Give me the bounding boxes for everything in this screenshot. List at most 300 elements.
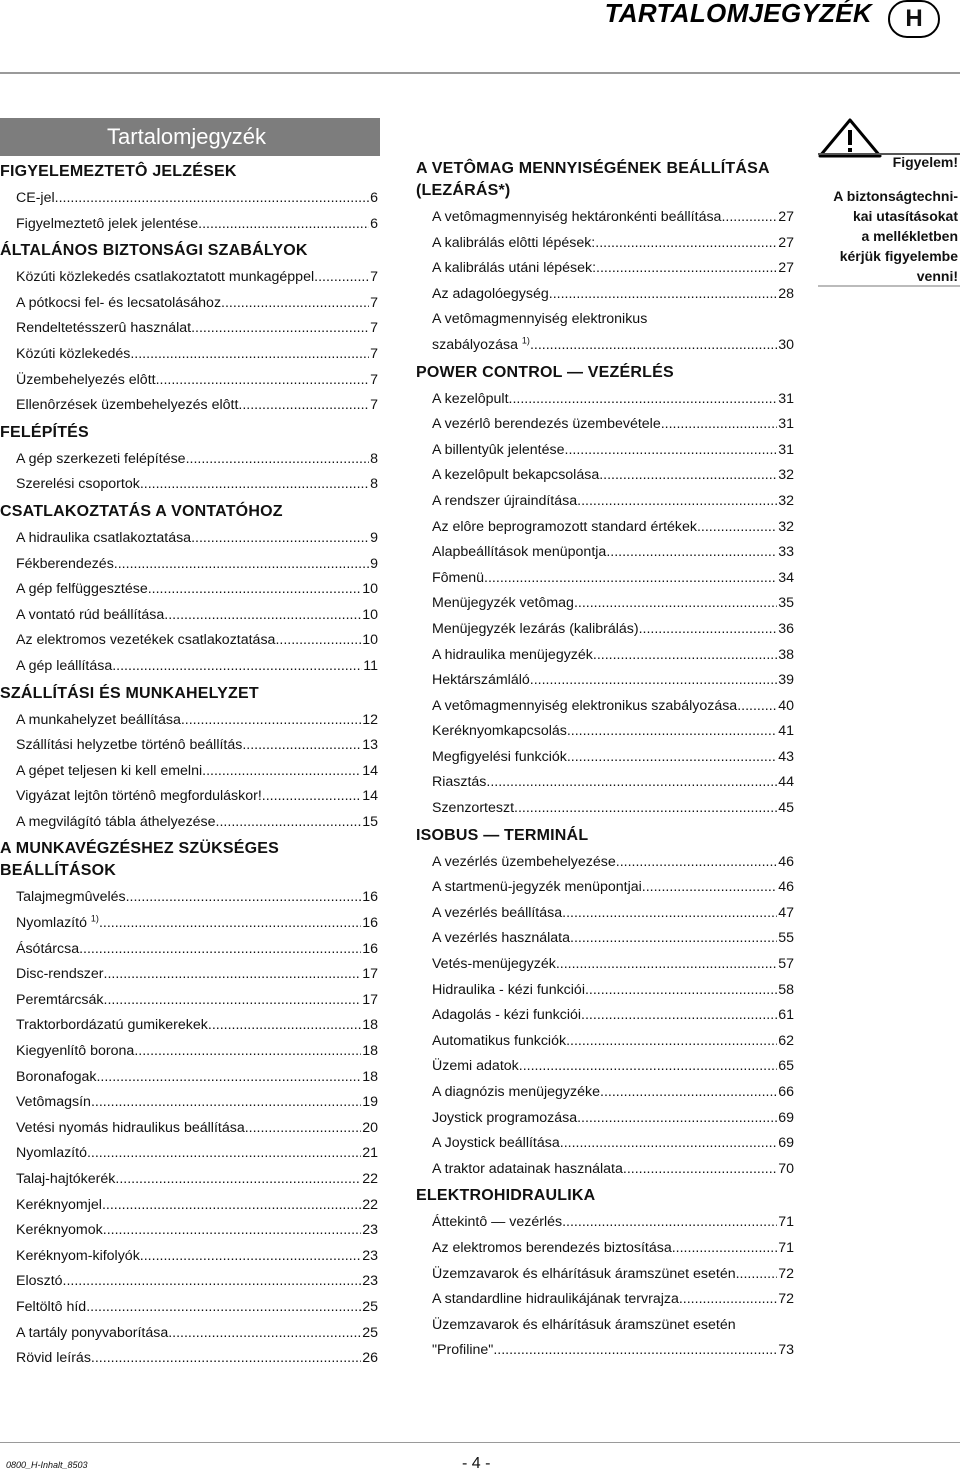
toc-entry-page: 8 [370, 450, 378, 467]
toc-entry-page: 10 [362, 632, 378, 649]
toc-entry-title: A vezérlés üzembehelyezése [432, 853, 616, 870]
toc-entry-title: A vontató rúd beállítása [16, 606, 165, 623]
toc-entry[interactable] [0, 393, 378, 419]
toc-leader-dots [679, 1287, 777, 1313]
toc-entry[interactable] [416, 1003, 794, 1029]
toc-entry[interactable] [416, 668, 794, 694]
toc-entry[interactable] [0, 316, 378, 342]
toc-leader-dots [164, 603, 361, 629]
toc-leader-dots [104, 962, 362, 988]
toc-entry-title: Az elôre beprogramozott standard értékek [432, 518, 697, 535]
toc-leader-dots [181, 708, 361, 734]
toc-entry[interactable] [416, 643, 794, 669]
toc-section-heading: CSATLAKOZTATÁS A VONTATÓHOZ [0, 502, 283, 520]
toc-entry-page: 22 [362, 1171, 378, 1187]
toc-entry[interactable] [0, 628, 378, 654]
toc-entry[interactable] [0, 1295, 378, 1321]
toc-entry-title-line: Üzemzavarok és elhárításuk áramszünet esetén [432, 1316, 736, 1333]
toc-entry-title: A munkahelyzet beállítása [16, 711, 181, 728]
toc-entry-title: A vezérlés használata [432, 930, 571, 947]
toc-leader-dots [114, 552, 369, 578]
toc-entry-page: 10 [362, 606, 378, 623]
toc-entry[interactable] [0, 1013, 378, 1039]
toc-entry-title: Megfigyelési funkciók [432, 748, 567, 765]
toc-entry[interactable] [0, 1090, 378, 1116]
toc-entry-title: A vezérlô berendezés üzembevétele [432, 416, 661, 433]
toc-leader-dots [623, 1157, 777, 1183]
toc-entry-title: A hidraulika menüjegyzék [432, 646, 593, 663]
toc-entry-page: 12 [362, 711, 378, 728]
toc-entry-page: 46 [778, 879, 794, 896]
toc-banner: Tartalomjegyzék [0, 118, 380, 156]
toc-entry-page: 31 [778, 390, 794, 407]
toc-entry-page: 41 [778, 723, 794, 740]
toc-entry-title: Közúti közlekedés csatlakoztatott munkagéppel [16, 269, 315, 286]
toc-entry[interactable] [416, 489, 794, 515]
toc-leader-dots [126, 885, 362, 911]
toc-entry-title: Ellenôrzések üzembehelyezés elôtt [16, 397, 239, 414]
toc-entry[interactable] [416, 282, 794, 308]
toc-entry[interactable] [0, 603, 378, 629]
toc-leader-dots [639, 617, 778, 643]
toc-entry-page: 70 [778, 1160, 794, 1177]
toc-entry-title: Közúti közlekedés [16, 345, 131, 362]
toc-entry[interactable] [416, 875, 794, 901]
toc-entry-page: 72 [778, 1265, 794, 1282]
toc-entry[interactable] [0, 1116, 378, 1142]
toc-leader-dots [577, 489, 777, 515]
toc-leader-dots [102, 1193, 361, 1219]
toc-entry-page: 16 [362, 889, 378, 906]
page-header-title: TARTALOMJEGYZÉK [604, 0, 872, 28]
toc-entry[interactable] [416, 1029, 794, 1055]
toc-entry-page: 58 [778, 981, 794, 998]
toc-entry[interactable] [0, 472, 378, 498]
toc-entry-page: 47 [778, 904, 794, 921]
toc-entry-title: A kezelôpult bekapcsolása [432, 467, 600, 484]
toc-entry-title: A tartály ponyvaborítása [16, 1324, 169, 1341]
toc-entry[interactable] [416, 901, 794, 927]
toc-entry-page: 25 [362, 1324, 378, 1341]
toc-entry-page: 35 [778, 595, 794, 612]
toc-entry-title: A kalibrálás elôtti lépések: [432, 234, 596, 251]
toc-entry-page: 39 [778, 672, 794, 689]
toc-entry-page: 57 [778, 956, 794, 973]
toc-leader-dots [112, 654, 362, 680]
toc-entry[interactable] [416, 540, 794, 566]
warning-text [818, 186, 958, 286]
toc-leader-dots [530, 333, 777, 359]
toc-entry[interactable] [0, 988, 378, 1014]
toc-entry[interactable] [416, 796, 794, 822]
toc-entry[interactable] [416, 412, 794, 438]
toc-entry[interactable] [0, 1039, 378, 1065]
toc-entry-page: 9 [370, 555, 378, 572]
toc-entry-page: 16 [362, 915, 378, 932]
toc-leader-dots [565, 438, 778, 464]
toc-entry-page: 69 [778, 1109, 794, 1126]
toc-entry-title: Menüjegyzék vetômag [432, 595, 574, 612]
toc-entry[interactable] [416, 1157, 794, 1183]
warning-text-line: kérjük figyelembe [839, 248, 958, 264]
toc-entry[interactable] [416, 1262, 794, 1288]
toc-leader-dots [574, 591, 777, 617]
toc-entry-title: Vetômagsín [16, 1094, 91, 1111]
toc-entry-page: 45 [778, 800, 794, 817]
toc-entry-page: 31 [778, 441, 794, 458]
toc-entry-page: 32 [778, 492, 794, 509]
toc-section-heading: FIGYELEMEZTETÔ JELZÉSEK [0, 163, 237, 180]
toc-left-column [0, 158, 378, 1372]
toc-leader-dots [721, 205, 777, 231]
toc-leader-dots [736, 1262, 778, 1288]
warning-triangle-icon [818, 118, 882, 158]
toc-entry-page: 33 [778, 544, 794, 561]
toc-entry[interactable] [0, 291, 378, 317]
toc-entry[interactable] [0, 911, 378, 937]
toc-leader-dots [567, 719, 777, 745]
toc-entry-page: 7 [370, 397, 378, 414]
toc-entry[interactable] [416, 387, 794, 413]
toc-leader-dots [198, 212, 369, 238]
toc-leader-dots [616, 850, 777, 876]
toc-leader-dots [191, 526, 369, 552]
toc-entry-title: A kalibrálás utáni lépések: [432, 260, 597, 277]
footer-divider [0, 1442, 960, 1443]
toc-entry[interactable] [0, 1269, 378, 1295]
toc-leader-dots [599, 463, 777, 489]
toc-entry-page: 62 [778, 1032, 794, 1049]
toc-entry[interactable] [0, 265, 378, 291]
toc-entry[interactable] [416, 515, 794, 541]
toc-leader-dots [115, 1167, 361, 1193]
toc-entry-title: CE-jel [16, 190, 55, 206]
toc-entry-title: Szállítási helyzetbe történô beállítás [16, 737, 243, 754]
toc-entry[interactable] [0, 447, 378, 473]
toc-leader-dots [566, 1029, 777, 1055]
toc-entry-title: Rövid leírás [16, 1350, 91, 1367]
toc-leader-dots [221, 291, 369, 317]
toc-entry[interactable] [416, 1080, 794, 1106]
toc-entry[interactable] [416, 205, 794, 231]
toc-entry-page: 6 [370, 215, 378, 232]
toc-entry[interactable] [0, 810, 378, 836]
toc-entry-page: 19 [362, 1094, 378, 1111]
toc-entry-page: 69 [778, 1135, 794, 1152]
toc-entry[interactable] [0, 1065, 378, 1091]
toc-entry-page: 23 [362, 1222, 378, 1239]
toc-entry-page: 23 [362, 1247, 378, 1264]
toc-entry-title: Disc-rendszer [16, 966, 104, 983]
toc-leader-dots [238, 393, 369, 419]
toc-entry-page: 40 [778, 697, 794, 714]
toc-leader-dots [275, 628, 361, 654]
toc-leader-dots [91, 1090, 361, 1116]
toc-entry[interactable] [0, 552, 378, 578]
toc-entry-page: 61 [778, 1007, 794, 1024]
toc-entry[interactable] [0, 1141, 378, 1167]
toc-entry[interactable] [416, 1054, 794, 1080]
toc-entry[interactable] [416, 978, 794, 1004]
toc-entry-title: A rendszer újraindítása [432, 492, 578, 509]
toc-section-heading: ELEKTROHIDRAULIKA [416, 1187, 596, 1205]
toc-leader-dots [168, 1321, 361, 1347]
toc-leader-dots [130, 342, 369, 368]
toc-entry[interactable] [0, 759, 378, 785]
toc-entry-title: Áttekintô — vezérlés [432, 1214, 563, 1231]
toc-entry-title: Fômenü [432, 569, 485, 586]
toc-entry-page: 18 [362, 1068, 378, 1085]
toc-entry-page: 55 [778, 930, 794, 947]
warning-bottom-divider [818, 285, 960, 287]
toc-entry-page: 27 [778, 209, 794, 225]
toc-leader-dots [79, 937, 361, 963]
toc-entry-title: A traktor adatainak használata [432, 1160, 623, 1177]
toc-entry-title: Figyelmeztetô jelek jelentése [16, 215, 199, 232]
toc-entry[interactable] [0, 1346, 378, 1372]
toc-leader-dots [134, 1039, 361, 1065]
toc-entry-title-line: A vetômagmennyiség elektronikus [432, 311, 648, 328]
toc-entry-page: 16 [362, 940, 378, 957]
toc-entry-page: 14 [362, 762, 378, 779]
toc-entry[interactable] [416, 307, 794, 358]
toc-leader-dots [493, 1338, 777, 1364]
toc-entry-page: 43 [778, 748, 794, 765]
toc-entry[interactable] [0, 1218, 378, 1244]
toc-leader-dots [140, 472, 369, 498]
toc-leader-dots [562, 901, 777, 927]
toc-entry-title: Menüjegyzék lezárás (kalibrálás) [432, 620, 639, 637]
toc-entry-title: "Profiline" [432, 1342, 494, 1359]
toc-entry-page: 18 [362, 1017, 378, 1034]
toc-entry[interactable] [416, 926, 794, 952]
toc-leader-dots [567, 745, 777, 771]
toc-entry[interactable] [0, 937, 378, 963]
toc-entry-title: Vigyázat lejtôn történô megforduláskor! [16, 788, 262, 805]
footer-page-number: - 4 - [462, 1455, 491, 1472]
toc-entry-title: A vetômagmennyiség elektronikus szabályozása [432, 697, 738, 714]
toc-leader-dots [661, 412, 778, 438]
toc-entry-page: 7 [370, 269, 378, 286]
toc-entry-title: A standardline hidraulikájának tervrajza [432, 1291, 679, 1308]
toc-entry[interactable] [416, 1210, 794, 1236]
toc-leader-dots [186, 447, 370, 473]
toc-leader-dots [600, 1080, 777, 1106]
toc-entry-title: A hidraulika csatlakoztatása [16, 529, 192, 546]
toc-entry-title: A billentyûk jelentése [432, 441, 565, 458]
toc-leader-dots [99, 911, 361, 937]
toc-entry-page: 38 [778, 646, 794, 663]
toc-leader-dots [577, 1106, 777, 1132]
toc-entry-title: Joystick programozása [432, 1109, 578, 1126]
toc-leader-dots [86, 1295, 361, 1321]
toc-entry-title: Üzembehelyezés elôtt [16, 371, 156, 388]
toc-entry-page: 7 [370, 320, 378, 337]
toc-entry-page: 65 [778, 1058, 794, 1075]
toc-leader-dots [87, 1141, 361, 1167]
toc-entry-title: Keréknyomok [16, 1222, 103, 1239]
toc-entry-page: 32 [778, 518, 794, 535]
toc-entry[interactable] [0, 526, 378, 552]
toc-entry-page: 26 [362, 1350, 378, 1367]
toc-entry-page: 14 [362, 788, 378, 805]
toc-entry[interactable] [416, 719, 794, 745]
toc-section-heading: A VETÔMAG MENNYISÉGÉNEK BEÁLLÍTÁSA (LEZÁRÁS*) [416, 160, 770, 199]
toc-leader-dots [314, 265, 369, 291]
toc-entry[interactable] [416, 1106, 794, 1132]
toc-leader-dots [91, 1346, 361, 1372]
toc-entry-title: Az elektromos vezetékek csatlakoztatása [16, 632, 276, 649]
toc-section-heading: POWER CONTROL — VEZÉRLÉS [416, 363, 674, 381]
toc-entry-title: Üzemi adatok [432, 1058, 519, 1075]
toc-entry-title: Talajmegmûvelés [16, 889, 126, 906]
toc-entry[interactable] [0, 962, 378, 988]
toc-entry[interactable] [0, 212, 378, 238]
toc-entry-title: A diagnózis menüjegyzéke [432, 1084, 600, 1100]
toc-entry[interactable] [416, 1236, 794, 1262]
toc-entry[interactable] [416, 694, 794, 720]
toc-entry-title: Automatikus funkciók [432, 1032, 567, 1049]
toc-entry-title: Fékberendezés [16, 555, 114, 572]
toc-entry-title: A megvilágító tábla áthelyezése [16, 813, 216, 830]
toc-entry-page: 66 [778, 1084, 794, 1100]
toc-entry-title: A pótkocsi fel- és lecsatolásához [16, 294, 222, 311]
toc-entry-title: szabályozása $^{1)}$ [432, 335, 530, 353]
toc-leader-dots [103, 1218, 361, 1244]
toc-entry[interactable] [0, 577, 378, 603]
toc-entry[interactable] [416, 617, 794, 643]
toc-entry[interactable] [416, 1131, 794, 1157]
toc-leader-dots [593, 643, 777, 669]
toc-entry-title: Feltöltô híd [16, 1298, 87, 1315]
toc-leader-dots [585, 978, 777, 1004]
toc-entry-title: Riasztás [432, 774, 487, 791]
toc-leader-dots [216, 810, 362, 836]
toc-entry-title: Nyomlazító $^{1)}$ [16, 913, 99, 932]
toc-leader-dots [560, 1131, 777, 1157]
toc-entry[interactable] [0, 733, 378, 759]
toc-entry[interactable] [0, 1244, 378, 1270]
toc-entry-page: 20 [362, 1119, 378, 1136]
toc-leader-dots [596, 256, 777, 282]
toc-entry[interactable] [416, 591, 794, 617]
toc-leader-dots [484, 566, 777, 592]
toc-entry[interactable] [416, 745, 794, 771]
toc-leader-dots [697, 515, 777, 541]
toc-entry[interactable] [416, 952, 794, 978]
toc-section-heading: FELÉPÍTÉS [0, 423, 89, 441]
toc-entry-title: A gép felfüggesztése [16, 581, 148, 598]
toc-entry-title: Hektárszámláló [432, 672, 530, 689]
warning-text-line: venni! [916, 268, 958, 284]
toc-entry[interactable] [416, 566, 794, 592]
toc-leader-dots [519, 1054, 777, 1080]
toc-entry[interactable] [416, 1313, 794, 1364]
toc-section-heading: A MUNKAVÉGZÉSHEZ SZÜKSÉGES BEÁLLÍTÁSOK [0, 840, 280, 880]
toc-leader-dots [140, 1244, 361, 1270]
toc-entry-page: 30 [778, 336, 794, 353]
toc-section-heading: SZÁLLÍTÁSI ÉS MUNKAHELYZET [0, 684, 259, 702]
toc-entry-page: 7 [370, 345, 378, 362]
toc-leader-dots [148, 577, 361, 603]
toc-entry-page: 7 [370, 371, 378, 388]
toc-entry[interactable] [0, 708, 378, 734]
toc-entry[interactable] [0, 784, 378, 810]
toc-entry-page: 73 [778, 1342, 794, 1359]
toc-entry[interactable] [416, 1287, 794, 1313]
toc-leader-dots [737, 694, 777, 720]
toc-entry[interactable] [416, 231, 794, 257]
toc-entry-title: A gép leállítása [16, 657, 113, 674]
toc-entry-page: 11 [363, 657, 378, 674]
toc-section-heading: ISOBUS — TERMINÁL [416, 826, 589, 844]
toc-entry[interactable] [0, 1167, 378, 1193]
toc-entry-page: 27 [778, 260, 794, 277]
warning-text-line: a mellékletben [861, 228, 958, 244]
toc-entry[interactable] [416, 770, 794, 796]
toc-entry-page: 21 [362, 1145, 378, 1162]
toc-entry-title: Az elektromos berendezés biztosítása [432, 1239, 672, 1256]
toc-entry-title: Szerelési csoportok [16, 476, 140, 493]
toc-entry[interactable] [416, 850, 794, 876]
warning-text-line: A biztonságtechni- [833, 188, 958, 204]
toc-entry[interactable] [0, 368, 378, 394]
toc-entry-title: A vetômagmennyiség hektáronkénti beállítása [432, 209, 722, 225]
toc-section-heading: ÁLTALÁNOS BIZTONSÁGI SZABÁLYOK [0, 242, 308, 260]
toc-entry[interactable] [0, 186, 378, 212]
toc-entry-page: 72 [778, 1291, 794, 1308]
toc-entry[interactable] [0, 654, 378, 680]
toc-leader-dots [63, 1269, 362, 1295]
toc-leader-dots [549, 282, 777, 308]
toc-entry-title: Peremtárcsák [16, 991, 104, 1008]
toc-entry[interactable] [416, 463, 794, 489]
toc-entry-page: 6 [370, 190, 378, 206]
toc-entry-title: Vetés-menüjegyzék [432, 956, 556, 973]
toc-entry-page: 15 [362, 813, 378, 830]
toc-leader-dots [562, 1210, 777, 1236]
toc-entry-title: Keréknyom-kifolyók [16, 1247, 140, 1264]
toc-entry-title: Kiegyenlítô borona [16, 1043, 135, 1060]
toc-entry[interactable] [0, 1193, 378, 1219]
toc-entry[interactable] [0, 885, 378, 911]
toc-entry-page: 13 [362, 737, 378, 754]
toc-entry-page: 28 [778, 285, 794, 302]
toc-entry-title: Talaj-hajtókerék [16, 1171, 116, 1187]
toc-entry[interactable] [0, 342, 378, 368]
toc-entry[interactable] [416, 438, 794, 464]
toc-entry-title: Elosztó [16, 1273, 63, 1290]
toc-entry-title: A kezelôpult [432, 390, 509, 407]
toc-entry-page: 46 [778, 853, 794, 870]
toc-entry-page: 7 [370, 294, 378, 311]
toc-entry-title: Traktorbordázatú gumikerekek [16, 1017, 208, 1034]
toc-leader-dots [514, 796, 777, 822]
toc-entry-page: 44 [778, 774, 794, 791]
toc-entry[interactable] [0, 1321, 378, 1347]
toc-leader-dots [156, 368, 370, 394]
toc-leader-dots [642, 875, 777, 901]
toc-entry-title: A Joystick beállítása [432, 1135, 560, 1152]
toc-leader-dots [245, 1116, 362, 1142]
toc-entry-title: Keréknyomkapcsolás [432, 723, 567, 740]
toc-entry-page: 10 [362, 581, 378, 598]
toc-entry-page: 22 [362, 1196, 378, 1213]
toc-entry-title: Boronafogak [16, 1068, 97, 1085]
toc-entry-title: A startmenü-jegyzék menüpontjai [432, 879, 642, 896]
toc-entry[interactable] [416, 256, 794, 282]
toc-entry-page: 17 [362, 966, 378, 983]
